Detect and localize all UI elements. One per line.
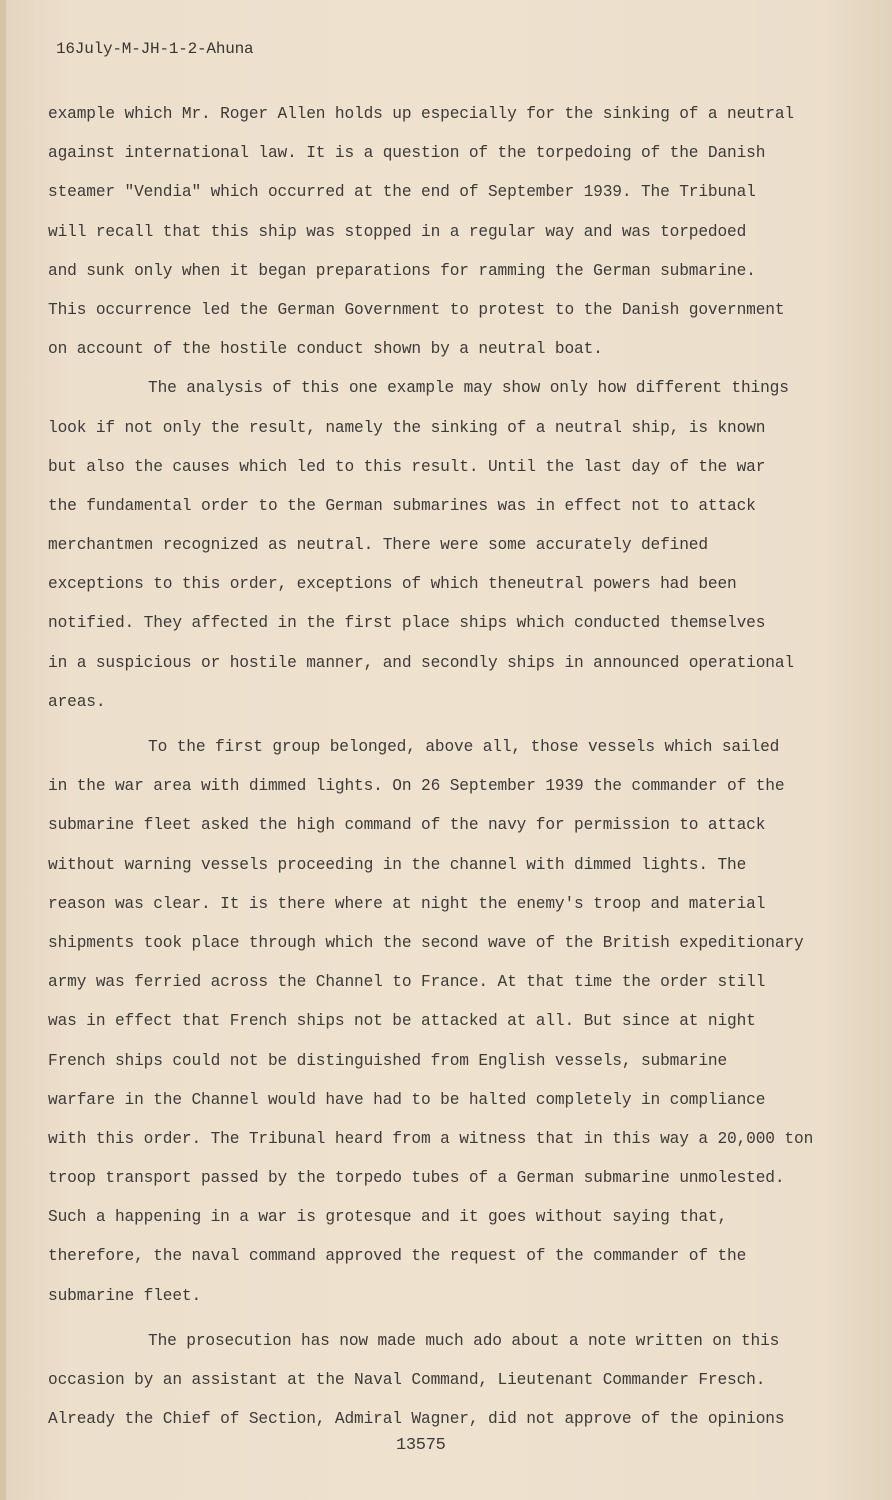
text-line: therefore, the naval command approved the request of the commander of the — [48, 1247, 747, 1266]
page-edge — [0, 0, 6, 1500]
paragraph-start: The analysis of this one example may show only how different things — [148, 379, 789, 398]
text-line: troop transport passed by the torpedo tubes of a German submarine unmolested. — [48, 1169, 785, 1188]
text-line: in a suspicious or hostile manner, and secondly ships in announced operational — [48, 653, 794, 672]
paragraph-start: To the first group belonged, above all, those vessels which sailed — [148, 738, 780, 756]
text-line: steamer "Vendia" which occurred at the end of September 1939. The Tribunal — [48, 183, 756, 202]
text-line: Already the Chief of Section, Admiral Wagner, did not approve of the opinions — [48, 1410, 785, 1429]
text-line: army was ferried across the Channel to France. At that time the order still — [48, 973, 766, 992]
text-line: warfare in the Channel would have had to be halted completely in compliance — [48, 1090, 766, 1109]
text-line: reason was clear. It is there where at night the enemy's troop and material — [48, 894, 766, 913]
text-line: example which Mr. Roger Allen holds up especially for the sinking of a neutral — [48, 105, 794, 123]
text-line: against international law. It is a question of the torpedoing of the Danish — [48, 144, 766, 163]
text-line: the fundamental order to the German submarines was in effect not to attack — [48, 496, 756, 515]
text-line: with this order. The Tribunal heard from a witness that in this way a 20,000 ton — [48, 1129, 814, 1148]
text-line: submarine fleet. — [48, 1286, 202, 1305]
text-line: areas. — [48, 692, 106, 711]
text-line: merchantmen recognized as neutral. There were some accurately defined — [48, 536, 708, 555]
text-line: This occurrence led the German Government to protest to the Danish government — [48, 300, 785, 319]
text-line: on account of the hostile conduct shown by a neutral boat. — [48, 340, 603, 359]
text-line: occasion by an assistant at the Naval Command, Lieutenant Commander Fresch. — [48, 1371, 766, 1389]
text-line: will recall that this ship was stopped in a regular way and was torpedoed — [48, 222, 747, 241]
text-line: without warning vessels proceeding in the channel with dimmed lights. The — [48, 855, 747, 874]
page-number: 13575 — [396, 1436, 446, 1455]
text-line: shipments took place through which the second wave of the British expeditionary — [48, 933, 804, 952]
text-line: submarine fleet asked the high command of the navy for permission to attack — [48, 816, 766, 835]
text-line: in the war area with dimmed lights. On 26 September 1939 the commander of the — [48, 777, 785, 796]
text-line: exceptions to this order, exceptions of which theneutral powers had been — [48, 575, 737, 594]
text-line: Such a happening in a war is grotesque and it goes without saying that, — [48, 1208, 728, 1227]
document-header: 16July-M-JH-1-2-Ahuna — [56, 40, 254, 58]
text-line: and sunk only when it began preparations for ramming the German submarine. — [48, 261, 756, 280]
text-line: but also the causes which led to this result. Until the last day of the war — [48, 457, 766, 476]
text-line: French ships could not be distinguished from English vessels, submarine — [48, 1051, 728, 1070]
text-line: look if not only the result, namely the sinking of a neutral ship, is known — [48, 418, 766, 437]
body-text — [48, 95, 838, 1439]
paragraph-start: The prosecution has now made much ado about a note written on this — [148, 1331, 780, 1350]
text-line: was in effect that French ships not be attacked at all. But since at night — [48, 1012, 756, 1031]
text-line: notified. They affected in the first place ships which conducted themselves — [48, 614, 766, 633]
